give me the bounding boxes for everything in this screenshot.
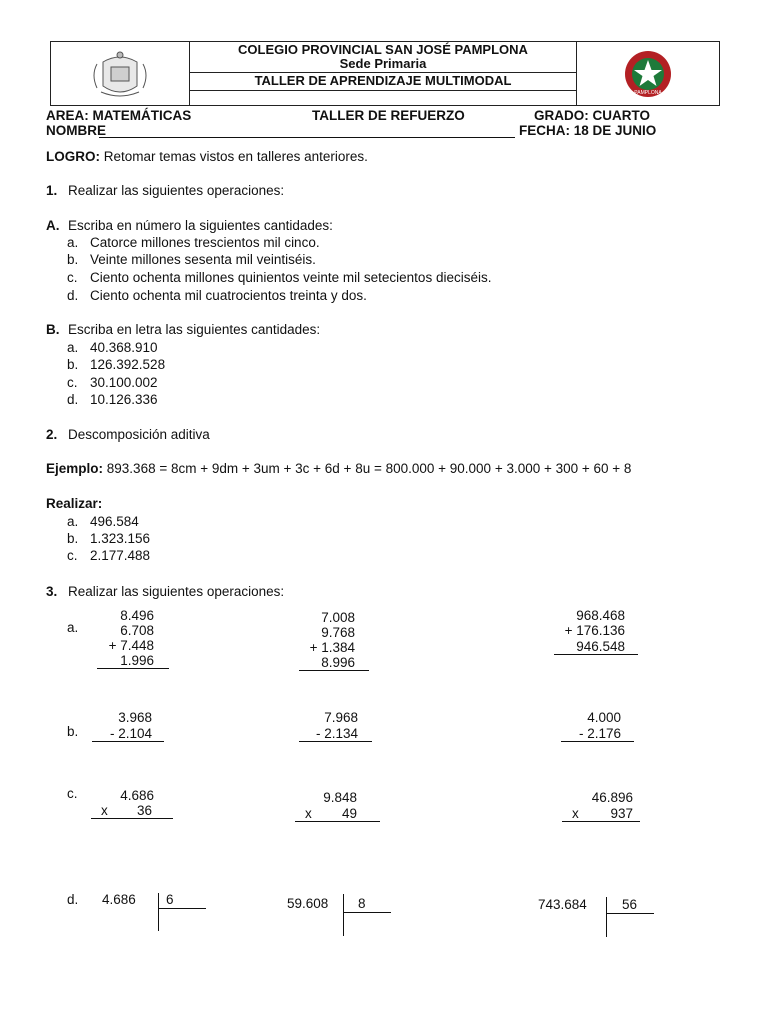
partB-text: Escriba en letra las siguientes cantidades: — [68, 322, 321, 337]
answer-line[interactable] — [561, 741, 634, 742]
quotient-line[interactable] — [158, 908, 206, 909]
realizar-label: Realizar: — [46, 496, 103, 511]
answer-line[interactable] — [299, 741, 372, 742]
partA-item: a. Catorce millones trescientos mil cinco. — [67, 235, 320, 250]
dividend: 743.684 — [538, 897, 587, 912]
partA-letter: A. — [46, 218, 60, 233]
header-titles — [190, 42, 576, 105]
dividend: 4.686 — [102, 892, 136, 907]
section2-item: c. 2.177.488 — [67, 548, 151, 563]
division-bar — [606, 897, 607, 937]
operand: 4.000 — [587, 710, 621, 725]
partB-item: d. 10.126.336 — [67, 392, 158, 407]
school-emblem-icon — [577, 42, 719, 105]
school-branch: Sede Primaria — [339, 56, 427, 71]
partA-item: d. Ciento ochenta mil cuatrocientos treinta y dos. — [67, 288, 367, 303]
operand: 946.548 — [576, 639, 625, 654]
section1-number: 1. — [46, 183, 58, 198]
operand: 49 — [341, 806, 357, 821]
operand: 4.686 — [120, 788, 154, 803]
operand: 6.708 — [120, 623, 154, 638]
division-bar — [158, 893, 159, 931]
emblem-text: PAMPLONA — [634, 90, 662, 96]
partA-heading — [46, 218, 333, 233]
section2-heading — [46, 427, 210, 442]
section1-text: Realizar las siguientes operaciones: — [68, 183, 285, 198]
answer-line[interactable] — [97, 668, 169, 669]
right-logo-cell — [576, 42, 719, 105]
row-a-label: a. — [67, 620, 79, 635]
quotient-line[interactable] — [606, 913, 654, 914]
partB-item: a. 40.368.910 — [67, 340, 158, 355]
divisor: 6 — [166, 892, 174, 907]
section2-item: b. 1.323.156 — [67, 531, 151, 546]
operand: 968.468 — [576, 608, 625, 623]
operand: 36 — [136, 803, 152, 818]
divisor: 8 — [358, 896, 366, 911]
logro-label: LOGRO: — [46, 149, 100, 164]
operand: - 2.176 — [578, 726, 621, 741]
operand: 937 — [610, 806, 633, 821]
example-text: 893.368 = 8cm + 9dm + 3um + 3c + 6d + 8u = 800.000 + 90.000 + 3.000 + 300 + 60 + 8 — [106, 461, 632, 476]
grade-label: GRADO: CUARTO — [534, 108, 650, 123]
partB-letter: B. — [46, 322, 60, 337]
school-crest-icon — [51, 42, 189, 105]
operand: 3.968 — [118, 710, 152, 725]
row-c-label: c. — [67, 786, 78, 801]
section2-number: 2. — [46, 427, 58, 442]
answer-line[interactable] — [299, 670, 369, 671]
division-bar — [343, 894, 344, 936]
section1-heading — [46, 183, 284, 198]
logro-line — [46, 149, 368, 164]
times-sign: x — [305, 806, 312, 821]
operand: + 7.448 — [108, 638, 154, 653]
row-d-label: d. — [67, 892, 79, 907]
partB-item: b. 126.392.528 — [67, 357, 166, 372]
operand: 8.996 — [321, 655, 355, 670]
answer-line[interactable] — [295, 821, 380, 822]
dividend: 59.608 — [287, 896, 329, 911]
row-b-label: b. — [67, 724, 79, 739]
operand: + 1.384 — [309, 640, 355, 655]
operand: 46.896 — [591, 790, 633, 805]
answer-line[interactable] — [92, 741, 164, 742]
divisor: 56 — [622, 897, 638, 912]
school-name: COLEGIO PROVINCIAL SAN JOSÉ PAMPLONA — [238, 42, 528, 57]
times-sign: x — [101, 803, 108, 818]
partA-text: Escriba en número la siguientes cantidades: — [68, 218, 333, 233]
example-label: Ejemplo: — [46, 461, 104, 476]
area-label: AREA: MATEMÁTICAS — [46, 108, 192, 123]
date-label: FECHA: 18 DE JUNIO — [519, 123, 657, 138]
operand: + 176.136 — [564, 623, 625, 638]
operand: 1.996 — [120, 653, 154, 668]
answer-line[interactable] — [91, 818, 173, 819]
partB-item: c. 30.100.002 — [67, 375, 158, 390]
section2-text: Descomposición aditiva — [68, 427, 210, 442]
answer-line[interactable] — [554, 654, 638, 655]
operand: 9.848 — [323, 790, 357, 805]
operand: 9.768 — [321, 625, 355, 640]
name-label: NOMBRE — [46, 123, 106, 138]
name-blank-line[interactable] — [99, 137, 515, 138]
partB-heading — [46, 322, 320, 337]
operand: 7.968 — [324, 710, 358, 725]
logro-text: Retomar temas vistos en talleres anteriores. — [103, 149, 368, 164]
section3-text: Realizar las siguientes operaciones: — [68, 584, 285, 599]
operand: 8.496 — [120, 608, 154, 623]
partA-item: b. Veinte millones sesenta mil veintiséis. — [67, 252, 316, 267]
operand: 7.008 — [321, 610, 355, 625]
left-logo-cell — [51, 42, 190, 105]
operand: - 2.104 — [109, 726, 152, 741]
workshop-type: TALLER DE REFUERZO — [312, 108, 465, 123]
workshop-title: TALLER DE APRENDIZAJE MULTIMODAL — [254, 73, 512, 88]
operand: - 2.134 — [315, 726, 358, 741]
header-table — [50, 41, 720, 106]
section3-heading — [46, 584, 284, 599]
answer-line[interactable] — [562, 821, 640, 822]
quotient-line[interactable] — [343, 912, 391, 913]
partA-item: c. Ciento ochenta millones quinientos veinte mil setecientos dieciséis. — [67, 270, 492, 285]
times-sign: x — [572, 806, 579, 821]
example-line — [46, 461, 631, 476]
section3-number: 3. — [46, 584, 58, 599]
section2-item: a. 496.584 — [67, 514, 139, 529]
